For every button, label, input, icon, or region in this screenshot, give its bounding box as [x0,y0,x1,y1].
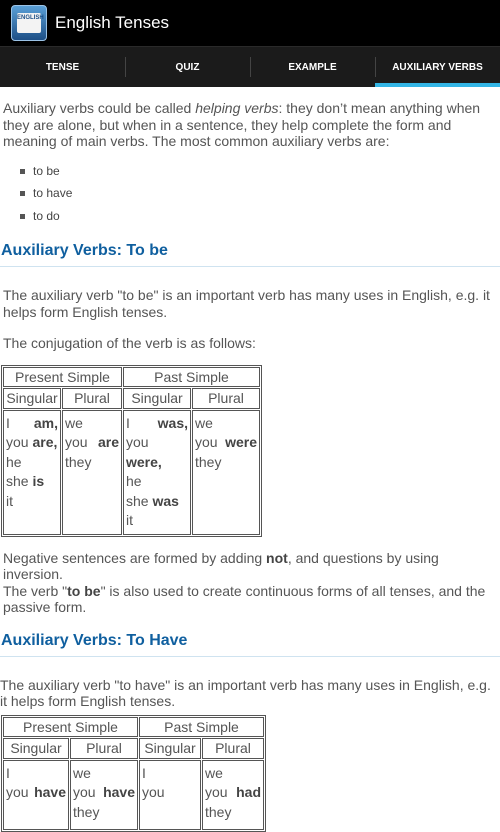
content-scroll-area[interactable] [0,87,500,820]
paragraph: The verb "to be" is also used to create continuous forms of all tenses, and the passive form. [3,582,486,615]
book-icon[interactable]: ENGLISH [11,5,47,41]
table-cell: we you have they [70,760,138,830]
table-col-header: Singular [3,388,61,409]
paragraph: The conjugation of the verb is as follows: [3,335,256,351]
section-to-have [0,630,500,832]
table-group-header: Past Simple [139,717,264,738]
list-item: to do [0,205,500,228]
tab-tense[interactable]: TENSE [45,61,80,73]
table-col-header: Plural [192,388,260,409]
tab-auxiliary-verbs[interactable]: AUXILIARY VERBS [375,47,500,87]
app-title: English Tenses [55,13,170,32]
table-col-header: Singular [123,388,191,409]
table-cell: I you [139,760,201,830]
table-cell: we you were they [192,410,260,535]
table-col-header: Singular [139,738,201,759]
table-col-header: Singular [3,738,69,759]
paragraph: The auxiliary verb "to be" is an important verb has many uses in English, e.g. it helps form English tenses. [3,287,490,320]
table-col-header: Plural [202,738,264,759]
section-heading: Auxiliary Verbs: To Have [0,630,500,657]
table-cell: I was, you were, he she was it [123,410,191,535]
list-item: to be [0,160,500,183]
aux-verb-list [0,160,500,228]
tab-example[interactable]: EXAMPLE [250,47,375,87]
table-cell: we you had they [202,760,264,830]
to-be-conjugation-table [1,365,262,537]
table-col-header: Plural [62,388,122,409]
paragraph: Negative sentences are formed by adding not, and questions by using inversion. [3,549,439,582]
list-item: to have [0,182,500,205]
intro-paragraph [0,87,500,150]
table-cell: I am, you are, he she is it [3,410,61,535]
intro-text-1: Auxiliary verbs could be called [3,100,196,116]
table-cell: we you are they [62,410,122,535]
table-group-header: Present Simple [3,367,122,388]
section-to-be [0,240,500,616]
tab-quiz[interactable]: QUIZ [125,47,250,87]
table-col-header: Plural [70,738,138,759]
tab-bar [0,46,500,87]
paragraph: The auxiliary verb "to have" is an important verb has many uses in English, e.g. it helps form English tenses. [0,676,491,709]
action-bar [0,0,500,46]
intro-emphasis: helping verbs [195,100,279,116]
table-group-header: Present Simple [3,717,138,738]
section-heading: Auxiliary Verbs: To be [0,240,500,267]
to-have-conjugation-table [1,715,266,832]
table-group-header: Past Simple [123,367,260,388]
intro-text-2: : they don’t mean anything when they are alone, but when in a sentence, they help complete the form and meaning of main verbs. The most common auxiliary verbs are: [3,100,481,149]
table-cell: I you have [3,760,69,830]
